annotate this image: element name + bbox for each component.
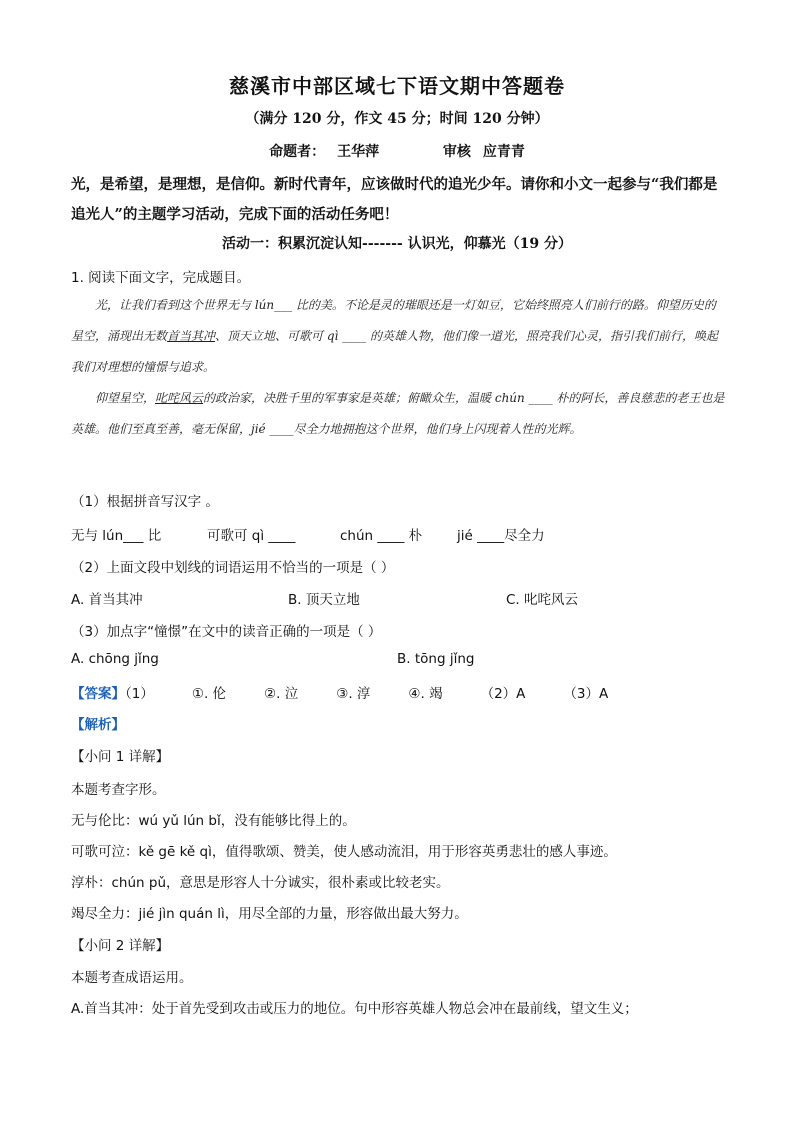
- page-title: 慈溪市中部区域七下语文期中答题卷: [229, 74, 565, 98]
- answer-label: 【答案】: [71, 686, 125, 702]
- proposer-name: 王华萍: [337, 144, 380, 160]
- detail-2-line: 本题考查成语运用。: [71, 970, 193, 986]
- answer-part: （1）: [125, 686, 154, 702]
- pinyin-item: jié ____尽全力: [457, 528, 545, 544]
- answer-part: （3）A: [563, 686, 609, 702]
- passage-text: 光，让我们看到这个世界无与 lún___ 比的美。不论是灵的璀眼还是一灯如豆，它始终照亮人们前行的路。仰望历史的星空，涌现出无数: [71, 298, 716, 343]
- answer-part: （2）A: [480, 686, 526, 702]
- option-a: A. chōng jǐng: [71, 651, 159, 667]
- detail-1-line: 可歌可泣：kě gē kě qì，值得歌颂、赞美，使人感动流泪，用于形容英勇悲壮的感人事迹。: [71, 844, 617, 860]
- passage-text: 的政治家，决胜千里的军事家是英雄；俯瞰众生，温暖 chún ____ 朴的阿长，善良慈悲的老王也是英雄。他们至真至善，毫无保留，jié ____尽全力地拥抱这个世界，他们身上闪现着人性的光辉。: [71, 391, 725, 436]
- answer-part: ①. 伦: [191, 686, 227, 702]
- passage-text: 、顶天立地、可歌可 qì ____ 的英雄人物，他们像一道光，照亮我们心灵，指引我们前行，唤起我们对理想的憧憬与追求。: [71, 329, 718, 374]
- underlined-word: 叱咤风云: [155, 391, 204, 405]
- reading-passage: [71, 290, 726, 445]
- detail-1-heading: 【小问 1 详解】: [71, 749, 170, 765]
- answer-part: ③. 淳: [336, 686, 371, 702]
- reviewer-label: 审核: [442, 144, 471, 160]
- pinyin-item: chún ____ 朴: [340, 528, 423, 544]
- detail-2-heading: 【小问 2 详解】: [71, 938, 170, 954]
- option-b: B. tōng jǐng: [397, 651, 475, 667]
- detail-2-line: A.首当其冲：处于首先受到攻击或压力的地位。句中形容英雄人物总会冲在最前线，望文生义；: [71, 1001, 638, 1017]
- pinyin-item: 可歌可 qì ____: [207, 528, 296, 544]
- page-subtitle: （满分 120 分，作文 45 分；时间 120 分钟）: [245, 111, 549, 127]
- answer-part: ④. 竭: [408, 686, 443, 702]
- sub-question-2: （2）上面文段中划线的词语运用不恰当的一项是（ ）: [71, 560, 395, 576]
- detail-1-line: 竭尽全力：jié jìn quán lì，用尽全部的力量，形容做出最大努力。: [71, 906, 468, 922]
- option-c: C. 叱咤风云: [506, 592, 579, 608]
- detail-1-line: 无与伦比：wú yǔ lún bǐ，没有能够比得上的。: [71, 813, 356, 829]
- option-b: B. 顶天立地: [288, 592, 360, 608]
- passage-paragraph-2: [71, 383, 726, 445]
- sub-question-1: （1）根据拼音写汉字 。: [71, 494, 219, 510]
- pinyin-item: 无与 lún___ 比: [71, 528, 162, 544]
- sub-question-3: （3）加点字“憧憬”在文中的读音正确的一项是（ ）: [71, 624, 382, 640]
- proposer-label: 命题者：: [269, 144, 326, 160]
- analysis-label: 【解析】: [71, 717, 125, 733]
- authors-line: [0, 141, 794, 161]
- underlined-word: 首当其冲: [167, 329, 216, 343]
- activity-heading: 活动一：积累沉淀认知------- 认识光，仰慕光（19 分）: [222, 236, 572, 252]
- detail-1-line: 本题考查字形。: [71, 782, 166, 798]
- passage-text: 仰望星空，: [95, 391, 156, 405]
- detail-1-line: 淳朴：chún pǔ，意思是形容人十分诚实，很朴素或比较老实。: [71, 875, 450, 891]
- reviewer-name: 应青青: [482, 144, 525, 160]
- intro-paragraph: 光，是希望，是理想，是信仰。新时代青年，应该做时代的追光少年。请你和小文一起参与“我们都是追光人”的主题学习活动，完成下面的活动任务吧！: [71, 176, 718, 223]
- answer-line: [71, 682, 608, 702]
- option-a: A. 首当其冲: [71, 592, 143, 608]
- question-1: 1. 阅读下面文字，完成题目。: [71, 270, 251, 286]
- passage-paragraph-1: [71, 290, 726, 383]
- answer-part: ②. 泣: [264, 686, 299, 702]
